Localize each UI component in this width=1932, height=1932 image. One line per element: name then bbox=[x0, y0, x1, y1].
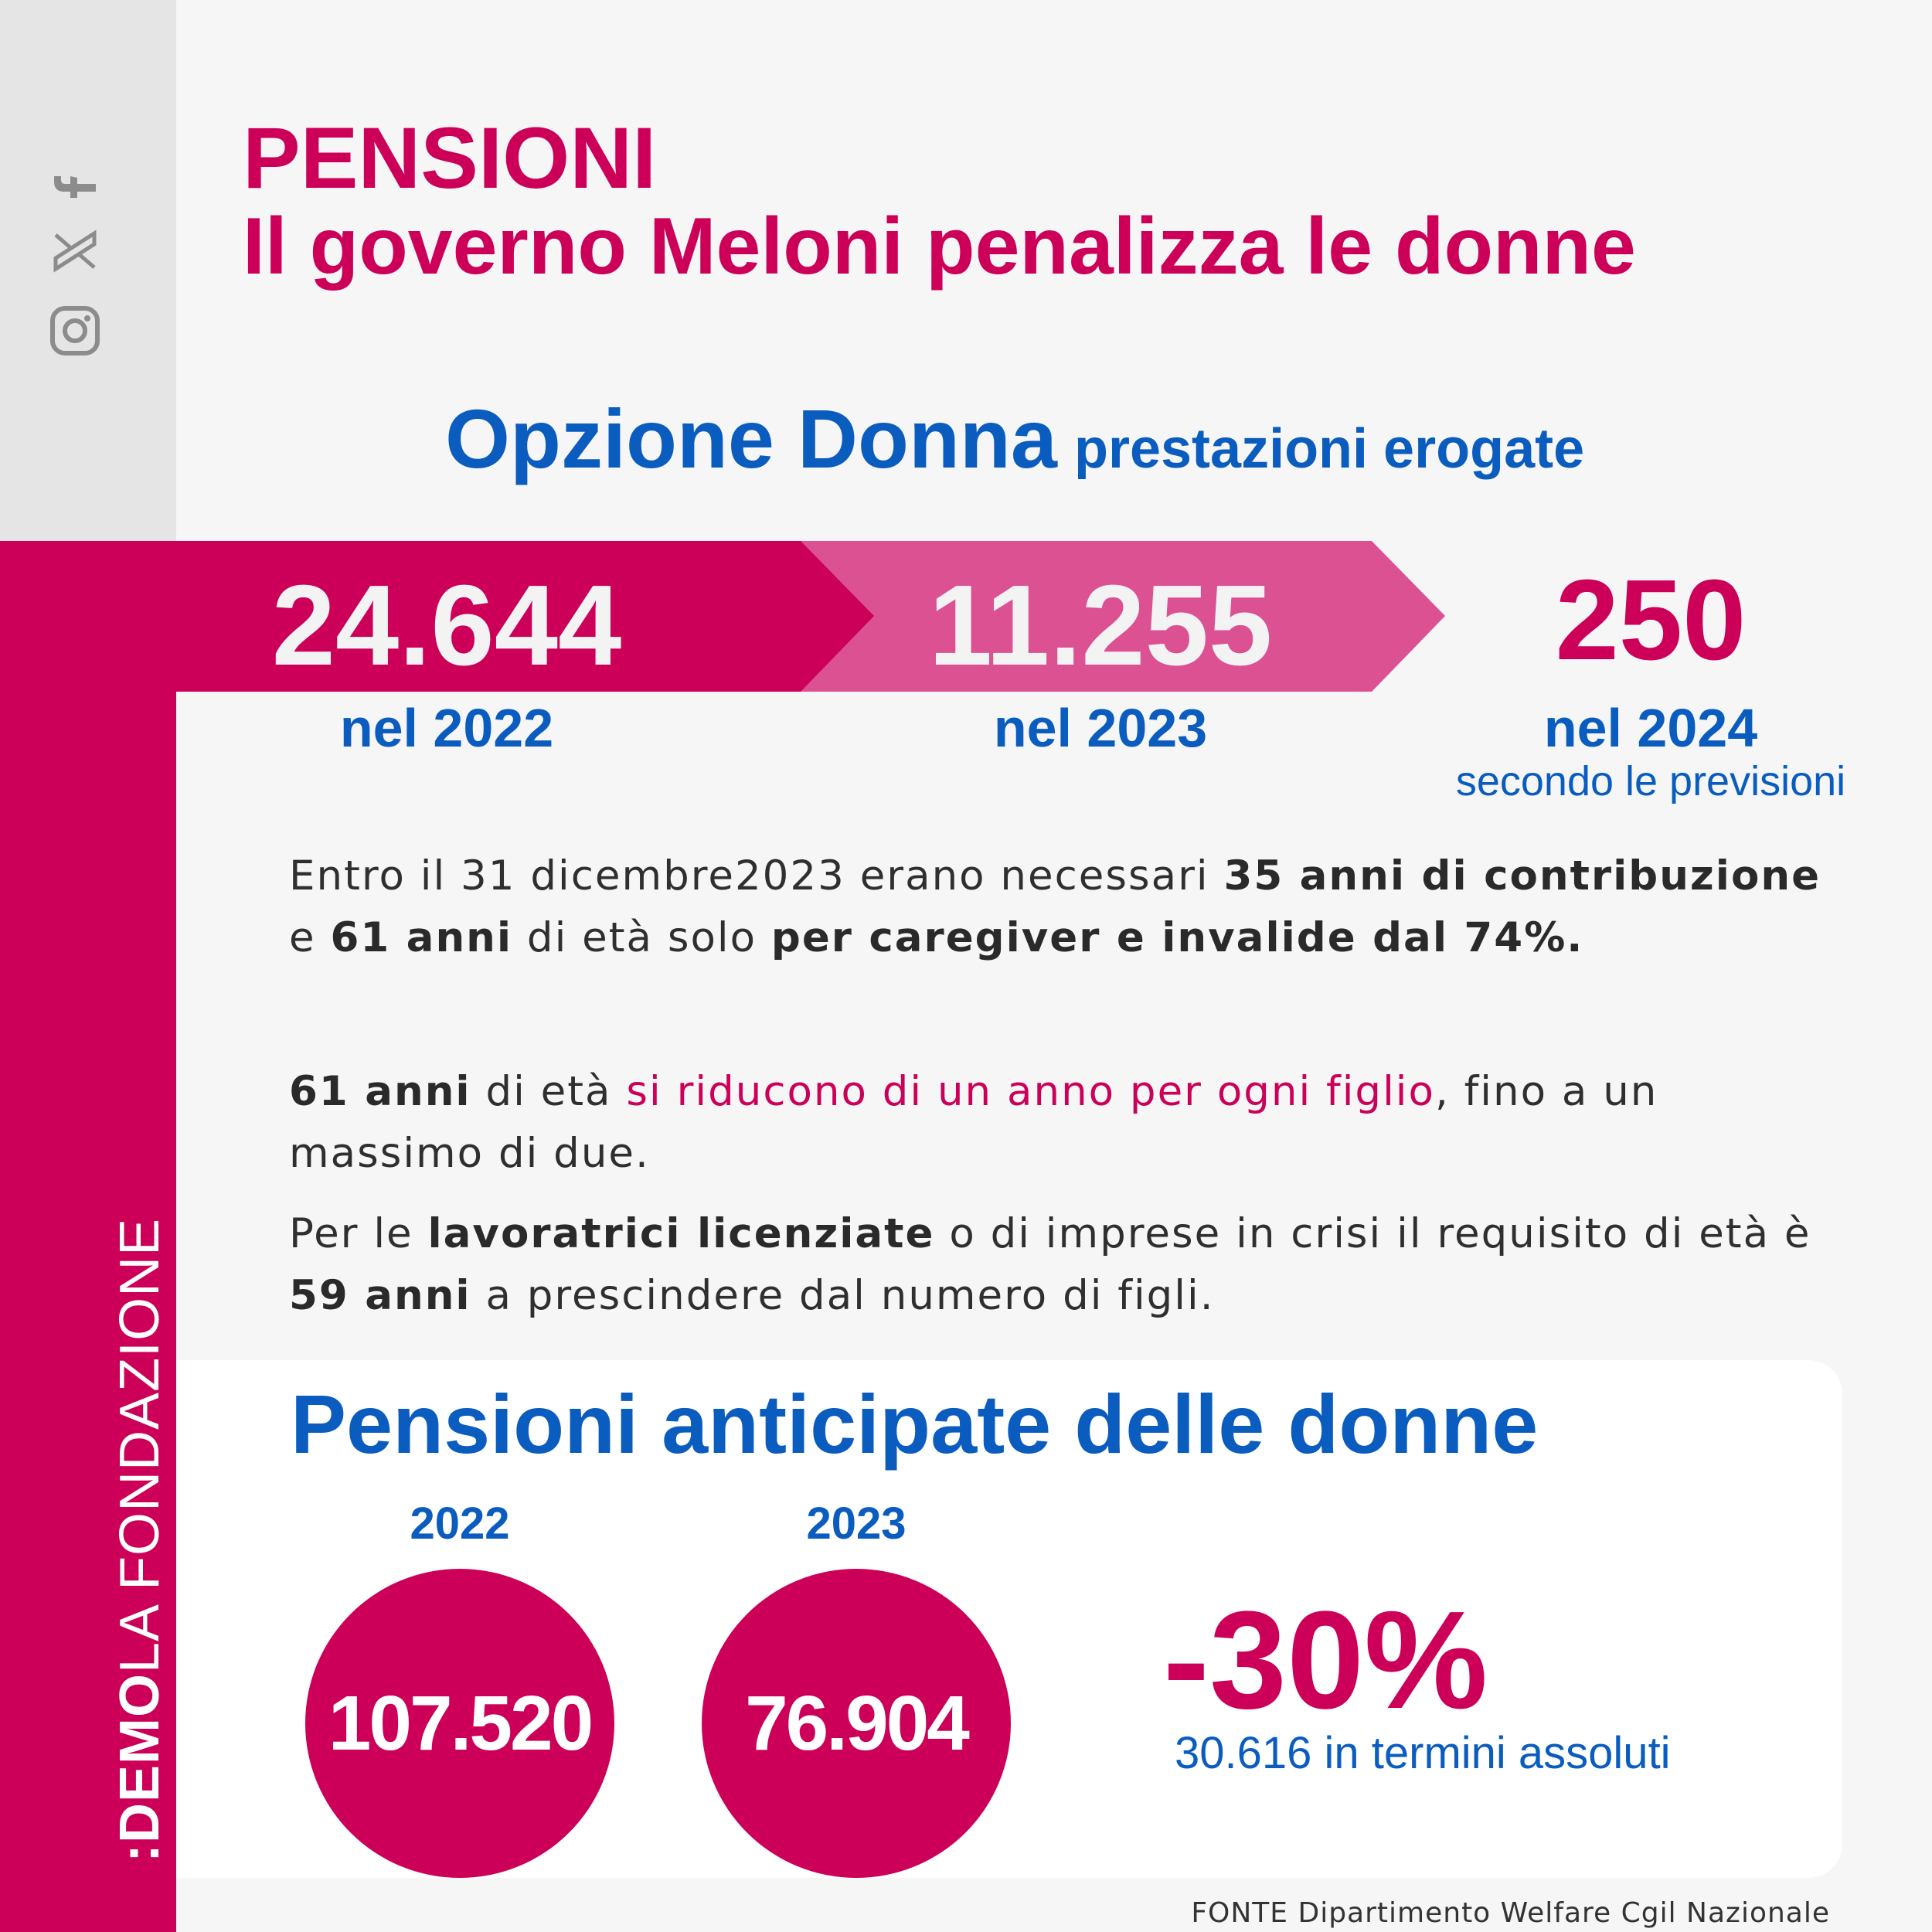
stat-note-2024: secondo le previsioni bbox=[1455, 758, 1846, 804]
brand-logo bbox=[108, 1218, 172, 1862]
anticipate-year-2022: 2022 bbox=[410, 1498, 510, 1549]
anticipate-circle-2023 bbox=[702, 1569, 1011, 1878]
x-icon[interactable] bbox=[48, 224, 102, 278]
stat-value-2022: 24.644 bbox=[271, 562, 622, 689]
instagram-icon[interactable] bbox=[48, 304, 102, 358]
change-percent: -30% bbox=[1163, 1583, 1488, 1738]
paragraph-children: 61 anni di età si riducono di un anno per ogni figlio, fino a un massimo di due. bbox=[289, 1068, 1658, 1177]
change-note: 30.616 in termini assoluti bbox=[1175, 1728, 1671, 1778]
page-subtitle: Il governo Meloni penalizza le donne bbox=[243, 202, 1636, 291]
stat-year-2024: nel 2024 bbox=[1543, 698, 1758, 758]
stat-year-2023: nel 2023 bbox=[993, 698, 1208, 758]
brand-light: LA FONDAZIONE bbox=[109, 1217, 171, 1674]
stat-year-2022: nel 2022 bbox=[339, 698, 554, 758]
paragraph-requirements: Entro il 31 dicembre2023 erano necessari 35 anni di contribuzione e 61 anni di età solo per caregiver e invalide dal 74%. bbox=[289, 852, 1821, 961]
stat-value-2023: 11.255 bbox=[928, 562, 1273, 689]
source-note: FONTE Dipartimento Welfare Cgil Nazionale bbox=[1191, 1897, 1830, 1929]
facebook-icon[interactable] bbox=[48, 158, 102, 213]
stat-value-2024: 250 bbox=[1555, 556, 1747, 684]
anticipate-year-2023: 2023 bbox=[806, 1498, 906, 1549]
page-title: PENSIONI bbox=[243, 110, 657, 206]
anticipate-value-2023: 76.904 bbox=[745, 1679, 968, 1767]
brand-bold: :DEMO bbox=[109, 1673, 171, 1862]
opzione-heading bbox=[445, 390, 1584, 487]
opzione-subtitle: prestazioni erogate bbox=[1073, 418, 1585, 480]
paragraph-licenziate: Per le lavoratrici licenziate o di imprese in crisi il requisito di età è 59 anni a prescindere dal numero di figli. bbox=[289, 1210, 1811, 1319]
anticipate-value-2022: 107.520 bbox=[328, 1679, 592, 1767]
anticipate-title: Pensioni anticipate delle donne bbox=[291, 1377, 1539, 1471]
opzione-title: Opzione Donna bbox=[445, 392, 1057, 485]
anticipate-circle-2022 bbox=[305, 1569, 614, 1878]
